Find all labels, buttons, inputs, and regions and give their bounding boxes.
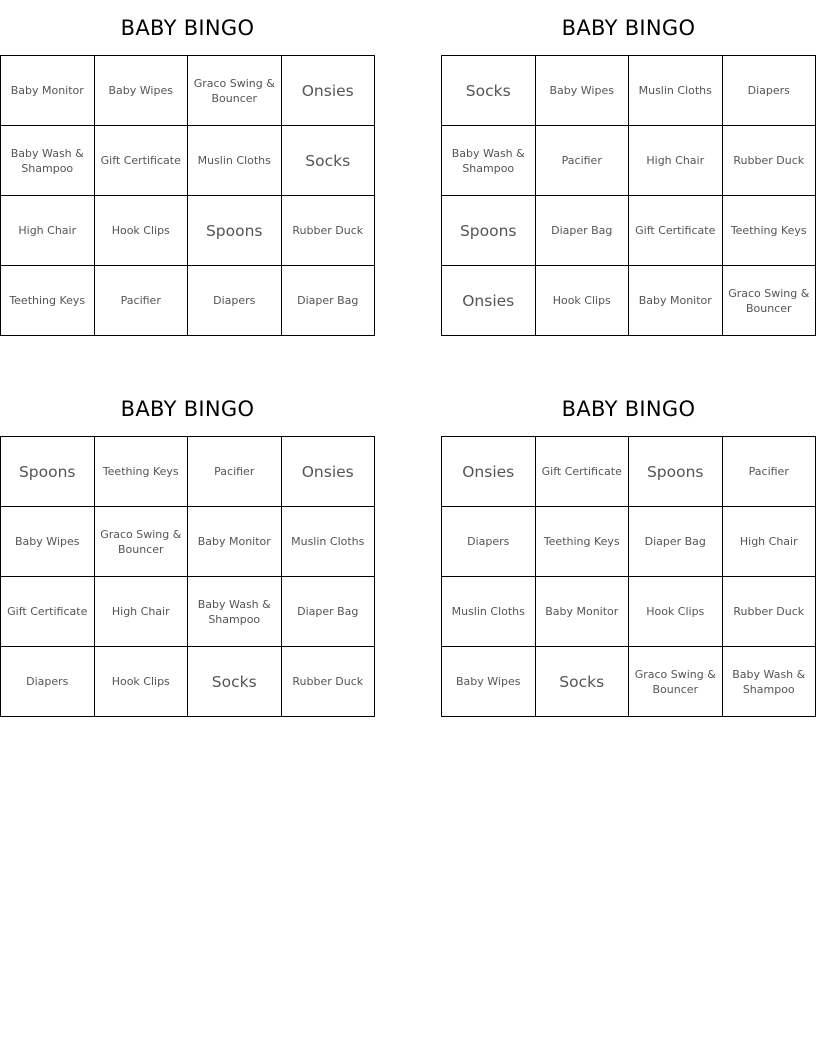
bingo-cell: Diaper Bag [629, 507, 723, 577]
bingo-cell: Baby Wash & Shampoo [1, 126, 95, 196]
card-title: BABY BINGO [120, 16, 255, 40]
bingo-cell: Baby Wipes [95, 56, 189, 126]
bingo-cell: Pacifier [536, 126, 630, 196]
bingo-cell: Baby Wash & Shampoo [188, 577, 282, 647]
bingo-cell: Graco Swing & Bouncer [95, 507, 189, 577]
bingo-cell: Pacifier [188, 437, 282, 507]
bingo-cell: Baby Monitor [188, 507, 282, 577]
card-title: BABY BINGO [120, 397, 255, 421]
bingo-grid [441, 436, 816, 717]
bingo-grid [441, 55, 816, 336]
bingo-cell: Muslin Cloths [188, 126, 282, 196]
bingo-cell: Graco Swing & Bouncer [188, 56, 282, 126]
bingo-cell: Teething Keys [536, 507, 630, 577]
card-title: BABY BINGO [561, 397, 696, 421]
bingo-cell: Diapers [723, 56, 816, 126]
card-title: BABY BINGO [561, 16, 696, 40]
bingo-cell: Baby Monitor [629, 266, 723, 336]
bingo-cell: Baby Wipes [442, 647, 536, 717]
bingo-cell: Muslin Cloths [282, 507, 376, 577]
bingo-cell: Rubber Duck [723, 577, 816, 647]
bingo-cell: Spoons [629, 437, 723, 507]
bingo-cell: Hook Clips [95, 647, 189, 717]
bingo-cell: Diaper Bag [536, 196, 630, 266]
bingo-cell: Pacifier [95, 266, 189, 336]
bingo-cell: Baby Monitor [536, 577, 630, 647]
bingo-card-1 [0, 0, 375, 336]
bingo-cell: Socks [536, 647, 630, 717]
bingo-grid [0, 55, 375, 336]
bingo-card-4 [441, 381, 816, 717]
bingo-cell: Onsies [282, 437, 376, 507]
bingo-card-3 [0, 381, 375, 717]
bingo-cell: Baby Monitor [1, 56, 95, 126]
bingo-cell: High Chair [723, 507, 816, 577]
bingo-cell: Teething Keys [1, 266, 95, 336]
bingo-cell: Diaper Bag [282, 266, 376, 336]
bingo-cell: High Chair [95, 577, 189, 647]
bingo-cell: Spoons [1, 437, 95, 507]
bingo-cell: Rubber Duck [723, 126, 816, 196]
bingo-cell: Diaper Bag [282, 577, 376, 647]
bingo-cell: Socks [282, 126, 376, 196]
bingo-cell: Gift Certificate [95, 126, 189, 196]
bingo-cell: Spoons [188, 196, 282, 266]
bingo-cell: Hook Clips [95, 196, 189, 266]
bingo-cell: Gift Certificate [629, 196, 723, 266]
bingo-cell: Socks [442, 56, 536, 126]
bingo-cell: Onsies [442, 266, 536, 336]
bingo-cell: Diapers [442, 507, 536, 577]
bingo-cell: Teething Keys [723, 196, 816, 266]
bingo-cell: Onsies [442, 437, 536, 507]
bingo-grid [0, 436, 375, 717]
bingo-cell: Graco Swing & Bouncer [629, 647, 723, 717]
bingo-cell: Hook Clips [536, 266, 630, 336]
bingo-cell: High Chair [629, 126, 723, 196]
bingo-cell: Pacifier [723, 437, 816, 507]
bingo-cell: Baby Wipes [1, 507, 95, 577]
bingo-cell: Diapers [1, 647, 95, 717]
bingo-cell: Muslin Cloths [629, 56, 723, 126]
bingo-cell: Rubber Duck [282, 196, 376, 266]
bingo-cell: Rubber Duck [282, 647, 376, 717]
bingo-cell: Gift Certificate [1, 577, 95, 647]
bingo-cell: Diapers [188, 266, 282, 336]
bingo-cell: Baby Wash & Shampoo [723, 647, 816, 717]
bingo-cell: Teething Keys [95, 437, 189, 507]
bingo-cell: Spoons [442, 196, 536, 266]
bingo-cell: Muslin Cloths [442, 577, 536, 647]
bingo-cell: Baby Wipes [536, 56, 630, 126]
bingo-cell: Gift Certificate [536, 437, 630, 507]
bingo-cell: Baby Wash & Shampoo [442, 126, 536, 196]
bingo-cell: Socks [188, 647, 282, 717]
bingo-card-2 [441, 0, 816, 336]
bingo-cell: High Chair [1, 196, 95, 266]
bingo-cell: Hook Clips [629, 577, 723, 647]
bingo-cell: Graco Swing & Bouncer [723, 266, 816, 336]
bingo-cell: Onsies [282, 56, 376, 126]
